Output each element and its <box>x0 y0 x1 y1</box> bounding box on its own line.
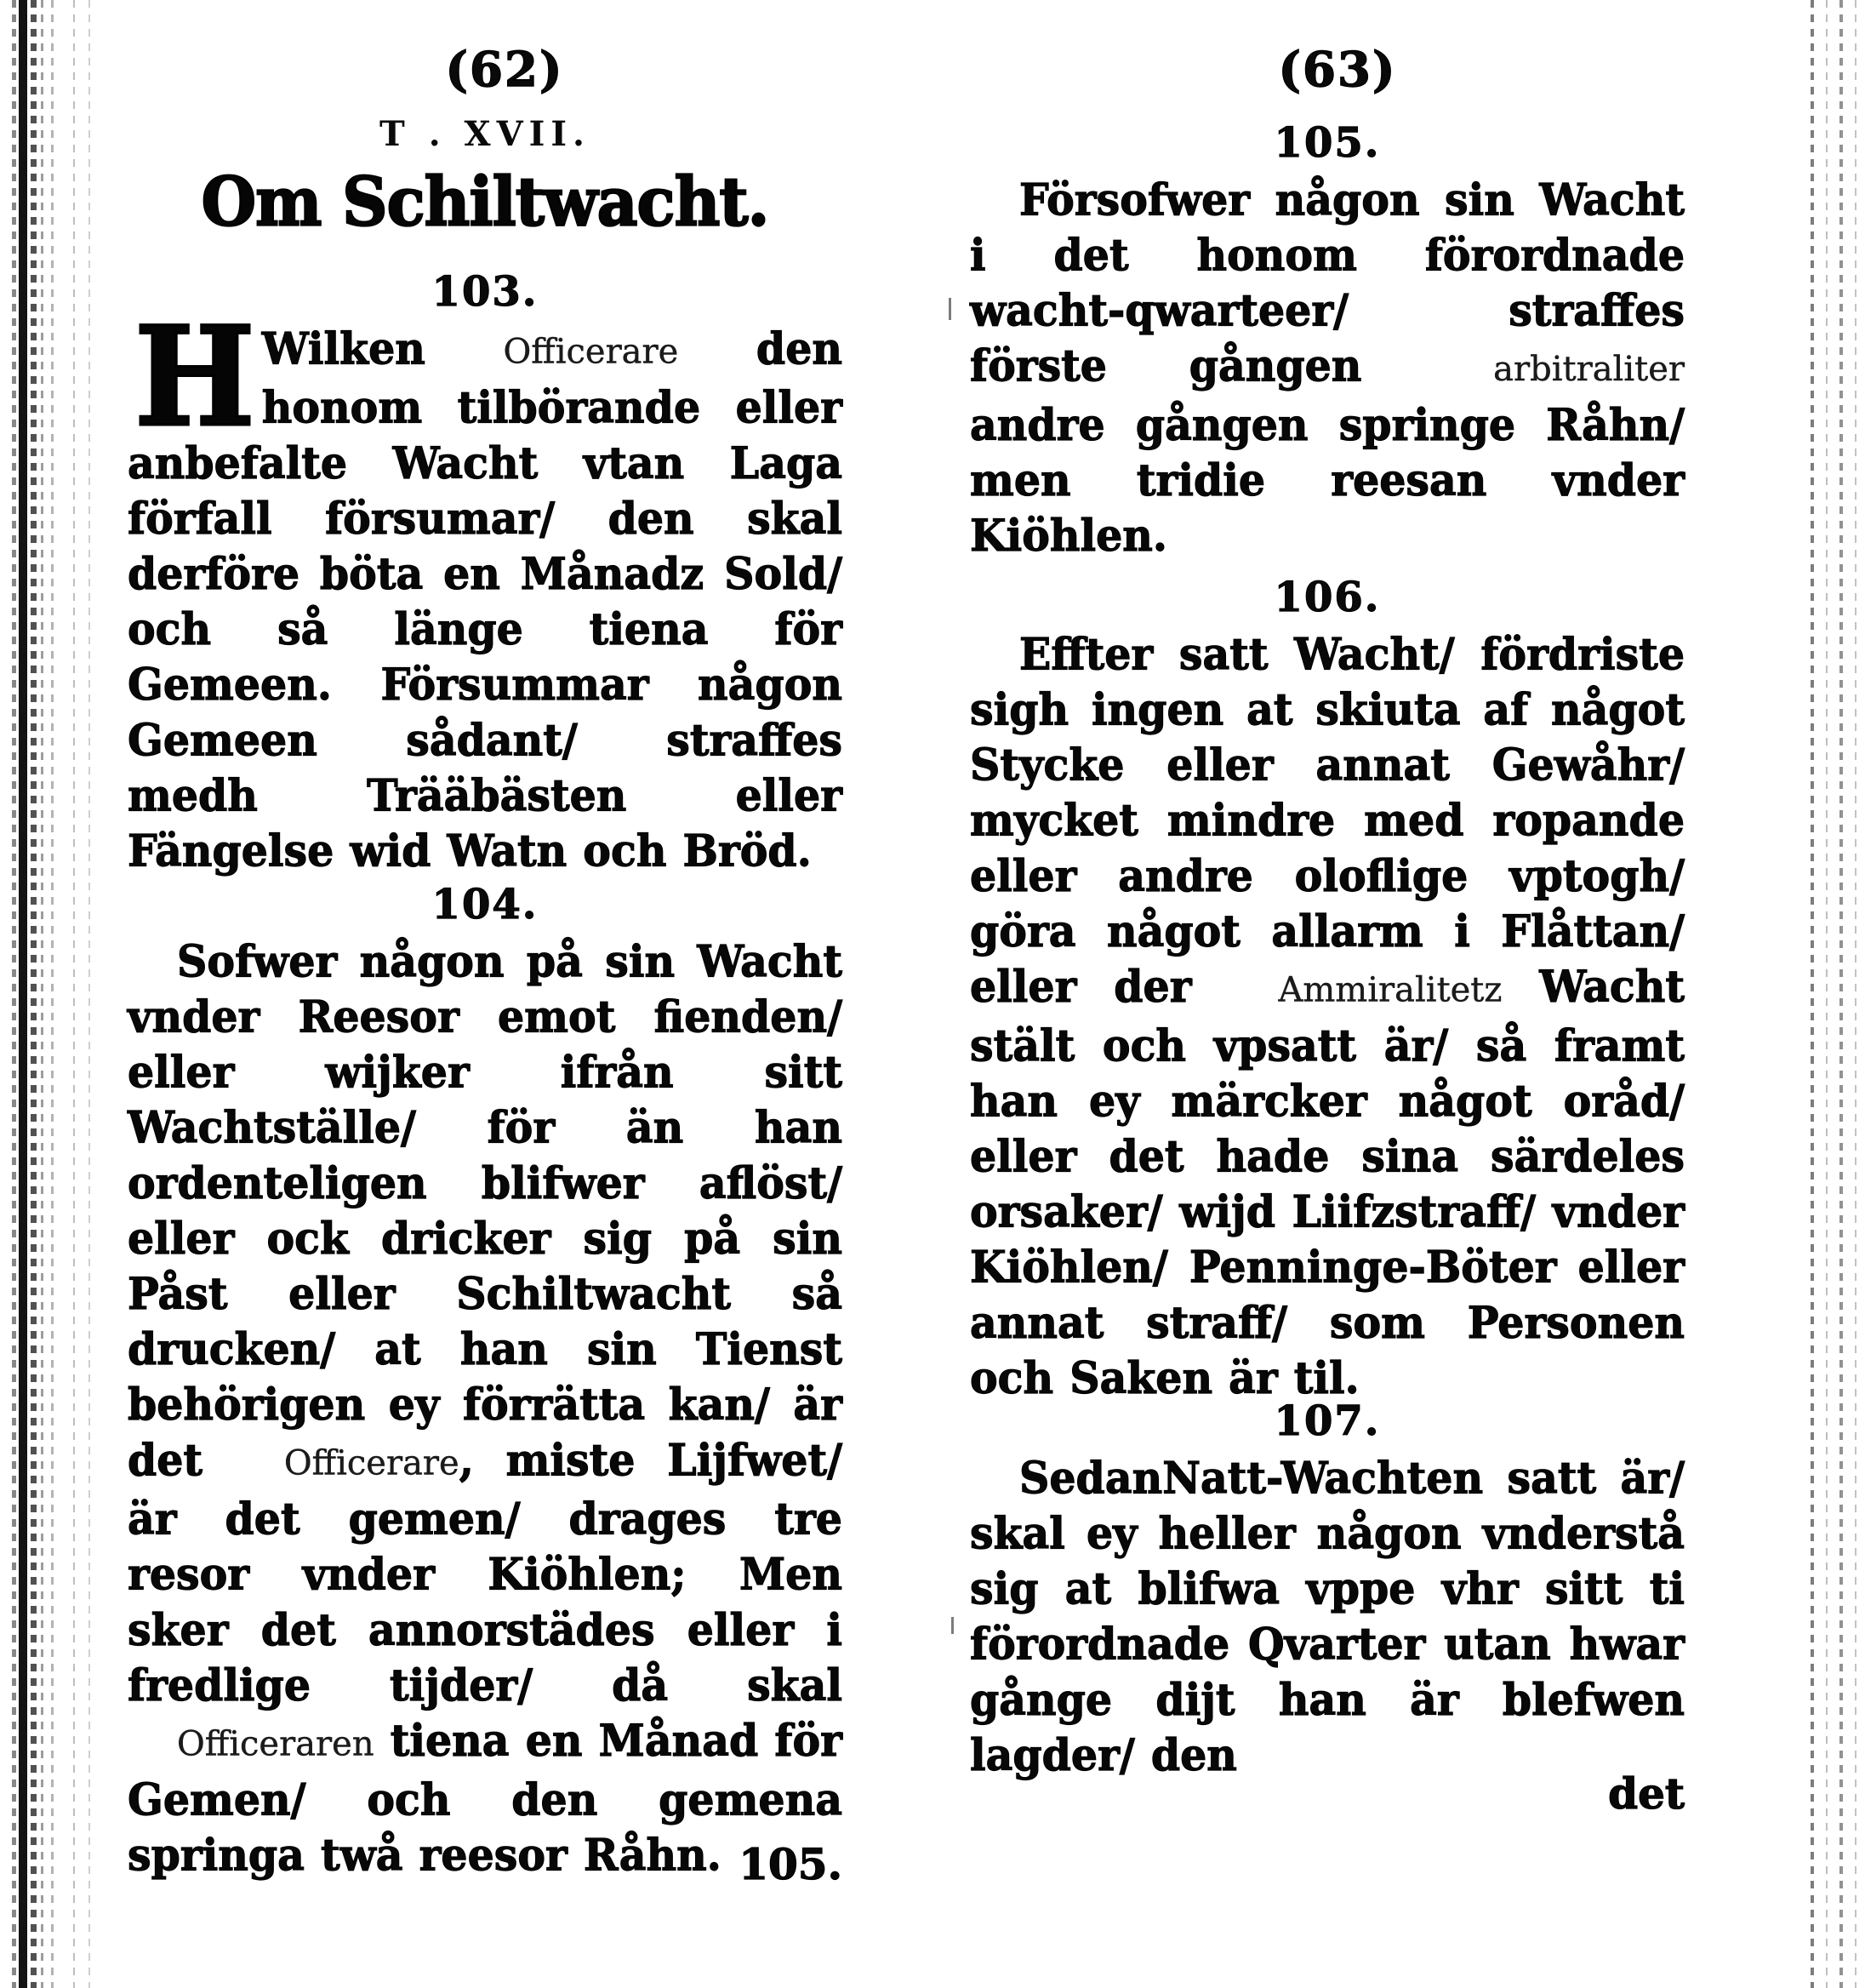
left-page-column <box>128 0 842 1988</box>
section-106-paragraph <box>970 626 1685 1406</box>
section-107-paragraph <box>970 1450 1685 1783</box>
scan-edge-noise-left-a <box>31 0 37 1988</box>
section-number-105: 105. <box>1274 119 1381 167</box>
section-104-paragraph <box>128 934 842 1882</box>
right-page-column <box>970 0 1685 1988</box>
folio-right: (63) <box>1278 42 1397 98</box>
folio-left: (62) <box>445 42 564 98</box>
section-106-roman-word: Ammiralitetz <box>1278 970 1503 1010</box>
section-104-text-part-3: tiena en Månad för Gemen/ och den gemena springa twå reesor Råhn. <box>128 1714 842 1881</box>
scan-edge-bar-left <box>19 0 27 1988</box>
scan-edge-noise-right-a <box>1811 0 1814 1988</box>
section-103-paragraph <box>128 296 842 878</box>
section-104-roman-word-2: Officeraren <box>177 1724 374 1764</box>
section-103-roman-word: Officerare <box>503 332 679 372</box>
scan-edge-noise-right-c <box>1826 0 1828 1988</box>
scan-edge-noise-left-f <box>88 0 90 1988</box>
section-number-103: 103. <box>431 268 539 316</box>
catchword-left-page: 105. <box>739 1839 842 1889</box>
section-104-roman-word-1: Officerare <box>283 1443 459 1483</box>
scan-edge-noise-left-e <box>73 0 75 1988</box>
section-105-text-part-1: Försofwer någon sin Wacht i det honom förordnade wacht-qwarteer/ straffes förste gången <box>970 174 1685 392</box>
page-content <box>128 0 1710 1988</box>
chapter-title: Om Schiltwacht. <box>201 163 769 242</box>
section-number-107: 107. <box>1274 1397 1381 1445</box>
drop-cap-initial: H <box>134 296 255 458</box>
section-103-text-rest: den honom tilbörande eller anbefalte Wacht vtan Laga förfall försumar/ den skal derföre böta en Månadz Sold/ och så länge tiena för Gemeen. Försummar någon Gemeen sådant/ straffes medh Trääbästen eller Fängelse wid Watn och Bröd. <box>128 323 842 877</box>
section-105-paragraph <box>970 172 1685 563</box>
section-number-104: 104. <box>431 881 539 928</box>
scan-edge-noise-right-b <box>1839 0 1843 1988</box>
titulus-label: T . XVII. <box>379 114 590 154</box>
section-106-text-part-1: Effter satt Wacht/ fördriste sigh ingen at skiuta af något Stycke eller annat Gewåhr/ mycket mindre med ropande eller andre oloflige vptogh/ göra något allarm i Flåttan/ eller der <box>970 628 1685 1013</box>
scan-edge-noise-left-d <box>51 0 54 1988</box>
scan-edge-noise-left-c <box>41 0 43 1988</box>
catchword-right-page: det <box>1608 1768 1685 1819</box>
section-107-text-part-1: SedanNatt-Wachten satt är/ skal ey heller någon vnderstå sig at blifwa vppe vhr sitt ti förordnade Qvarter utan hwar gånge dijt han är blefwen lagder/ den <box>970 1452 1685 1781</box>
section-106-text-part-2: Wacht stält och vpsatt är/ så framt han ey märcker något oråd/ eller det hade sina särdeles orsaker/ wijd Liifzstraff/ vnder Kiöhlen/ Penninge-Böter eller annat straff/ som Personen och Saken är til. <box>970 960 1685 1404</box>
scan-edge-noise-left-b <box>12 0 16 1988</box>
scan-edge-noise-right-d <box>1855 0 1856 1988</box>
section-104-text-part-1: Sofwer någon på sin Wacht vnder Reesor emot fienden/ eller wijker ifrån sitt Wachtställe/ för än han ordenteligen blifwer aflöst/ eller ock dricker sig på sin Påst eller Schiltwacht så drucken/ at han sin Tienst behörigen ey förrätta kan/ är det <box>128 935 842 1486</box>
section-104-text-part-2: , miste Lijfwet/ är det gemen/ drages tre resor vnder Kiöhlen; Men sker det annorstädes eller i fredlige tijder/ då skal <box>128 1434 842 1711</box>
section-number-106: 106. <box>1274 574 1381 621</box>
section-105-roman-word: arbitraliter <box>1493 350 1685 389</box>
section-105-text-part-2: andre gången springe Råhn/ men tridie reesan vnder Kiöhlen. <box>970 398 1685 562</box>
section-103-text-lead: Wilken <box>261 323 504 374</box>
